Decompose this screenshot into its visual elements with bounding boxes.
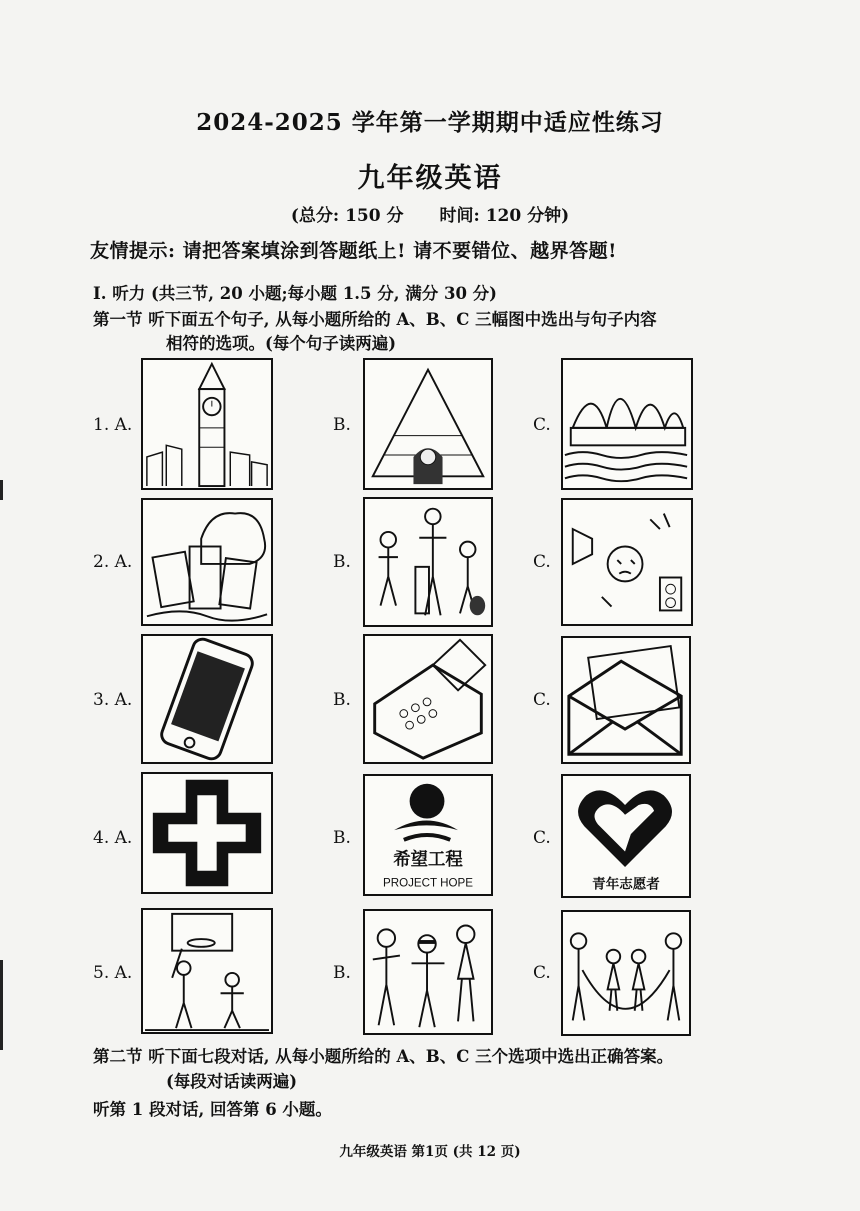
exam-subject: 九年级英语 xyxy=(357,163,503,194)
exam-title: 2024-2025 学年第一学期期中适应性练习 xyxy=(196,109,664,136)
total-score: (总分: 150 分 xyxy=(290,206,404,226)
noisy-person-image xyxy=(561,498,693,626)
question-5-label-c: C. xyxy=(533,963,551,983)
scan-edge-mark xyxy=(0,960,3,1050)
scan-edge-mark xyxy=(0,480,3,500)
volunteer-logo xyxy=(561,774,691,898)
project-hope-cn-text: 希望工程 xyxy=(393,849,463,870)
volunteer-cn-text: 青年志愿者 xyxy=(592,876,660,893)
pyramid-sphinx-image xyxy=(363,358,493,490)
people-picking-litter-image xyxy=(363,497,493,627)
envelope-image xyxy=(561,636,691,764)
question-4-label-b: B. xyxy=(333,828,351,848)
question-1-label-a: 1. A. xyxy=(93,415,133,435)
fax-machine-image xyxy=(363,634,493,764)
question-2-label-b: B. xyxy=(333,552,351,572)
mobile-phone-image xyxy=(141,634,273,764)
question-2-label-c: C. xyxy=(533,552,551,572)
page-footer: 九年级英语 第1页 (共 12 页) xyxy=(339,1144,521,1160)
basketball-players-image xyxy=(141,908,273,1034)
sydney-opera-house-image xyxy=(561,358,693,490)
question-1-label-c: C. xyxy=(533,415,551,435)
score-time-line xyxy=(0,201,860,226)
project-hope-logo xyxy=(363,774,493,896)
part1-instruction-cont: 相符的选项。(每个句子读两遍) xyxy=(166,334,397,353)
question-4-label-a: 4. A. xyxy=(93,828,133,848)
part2-instruction-cont: (每段对话读两遍) xyxy=(166,1072,298,1091)
question-2-label-a: 2. A. xyxy=(93,552,133,572)
question-4-label-c: C. xyxy=(533,828,551,848)
question-5-label-b: B. xyxy=(333,963,351,983)
project-hope-en-text: PROJECT HOPE xyxy=(383,876,473,890)
red-cross-symbol-image xyxy=(141,772,273,894)
friendly-tip: 友情提示: 请把答案填涂到答题纸上! 请不要错位、越界答题! xyxy=(90,240,617,262)
big-ben-image xyxy=(141,358,273,490)
question-1-label-b: B. xyxy=(333,415,351,435)
jump-rope-image xyxy=(561,910,691,1036)
ruined-buildings-image xyxy=(141,498,273,626)
question-5-label-a: 5. A. xyxy=(93,963,133,983)
part2-instruction: 第二节 听下面七段对话, 从每小题所给的 A、B、C 三个选项中选出正确答案。 xyxy=(93,1047,674,1066)
part1-instruction: 第一节 听下面五个句子, 从每小题所给的 A、B、C 三幅图中选出与句子内容 xyxy=(93,310,657,329)
exam-time: 时间: 120 分钟) xyxy=(439,206,570,226)
question-3-label-a: 3. A. xyxy=(93,690,133,710)
question-3-label-b: B. xyxy=(333,690,351,710)
question-3-label-c: C. xyxy=(533,690,551,710)
section-heading: I. 听力 (共三节, 20 小题;每小题 1.5 分, 满分 30 分) xyxy=(93,284,497,303)
dialogue-1-instruction: 听第 1 段对话, 回答第 6 小题。 xyxy=(93,1100,332,1119)
blindfold-game-image xyxy=(363,909,493,1035)
